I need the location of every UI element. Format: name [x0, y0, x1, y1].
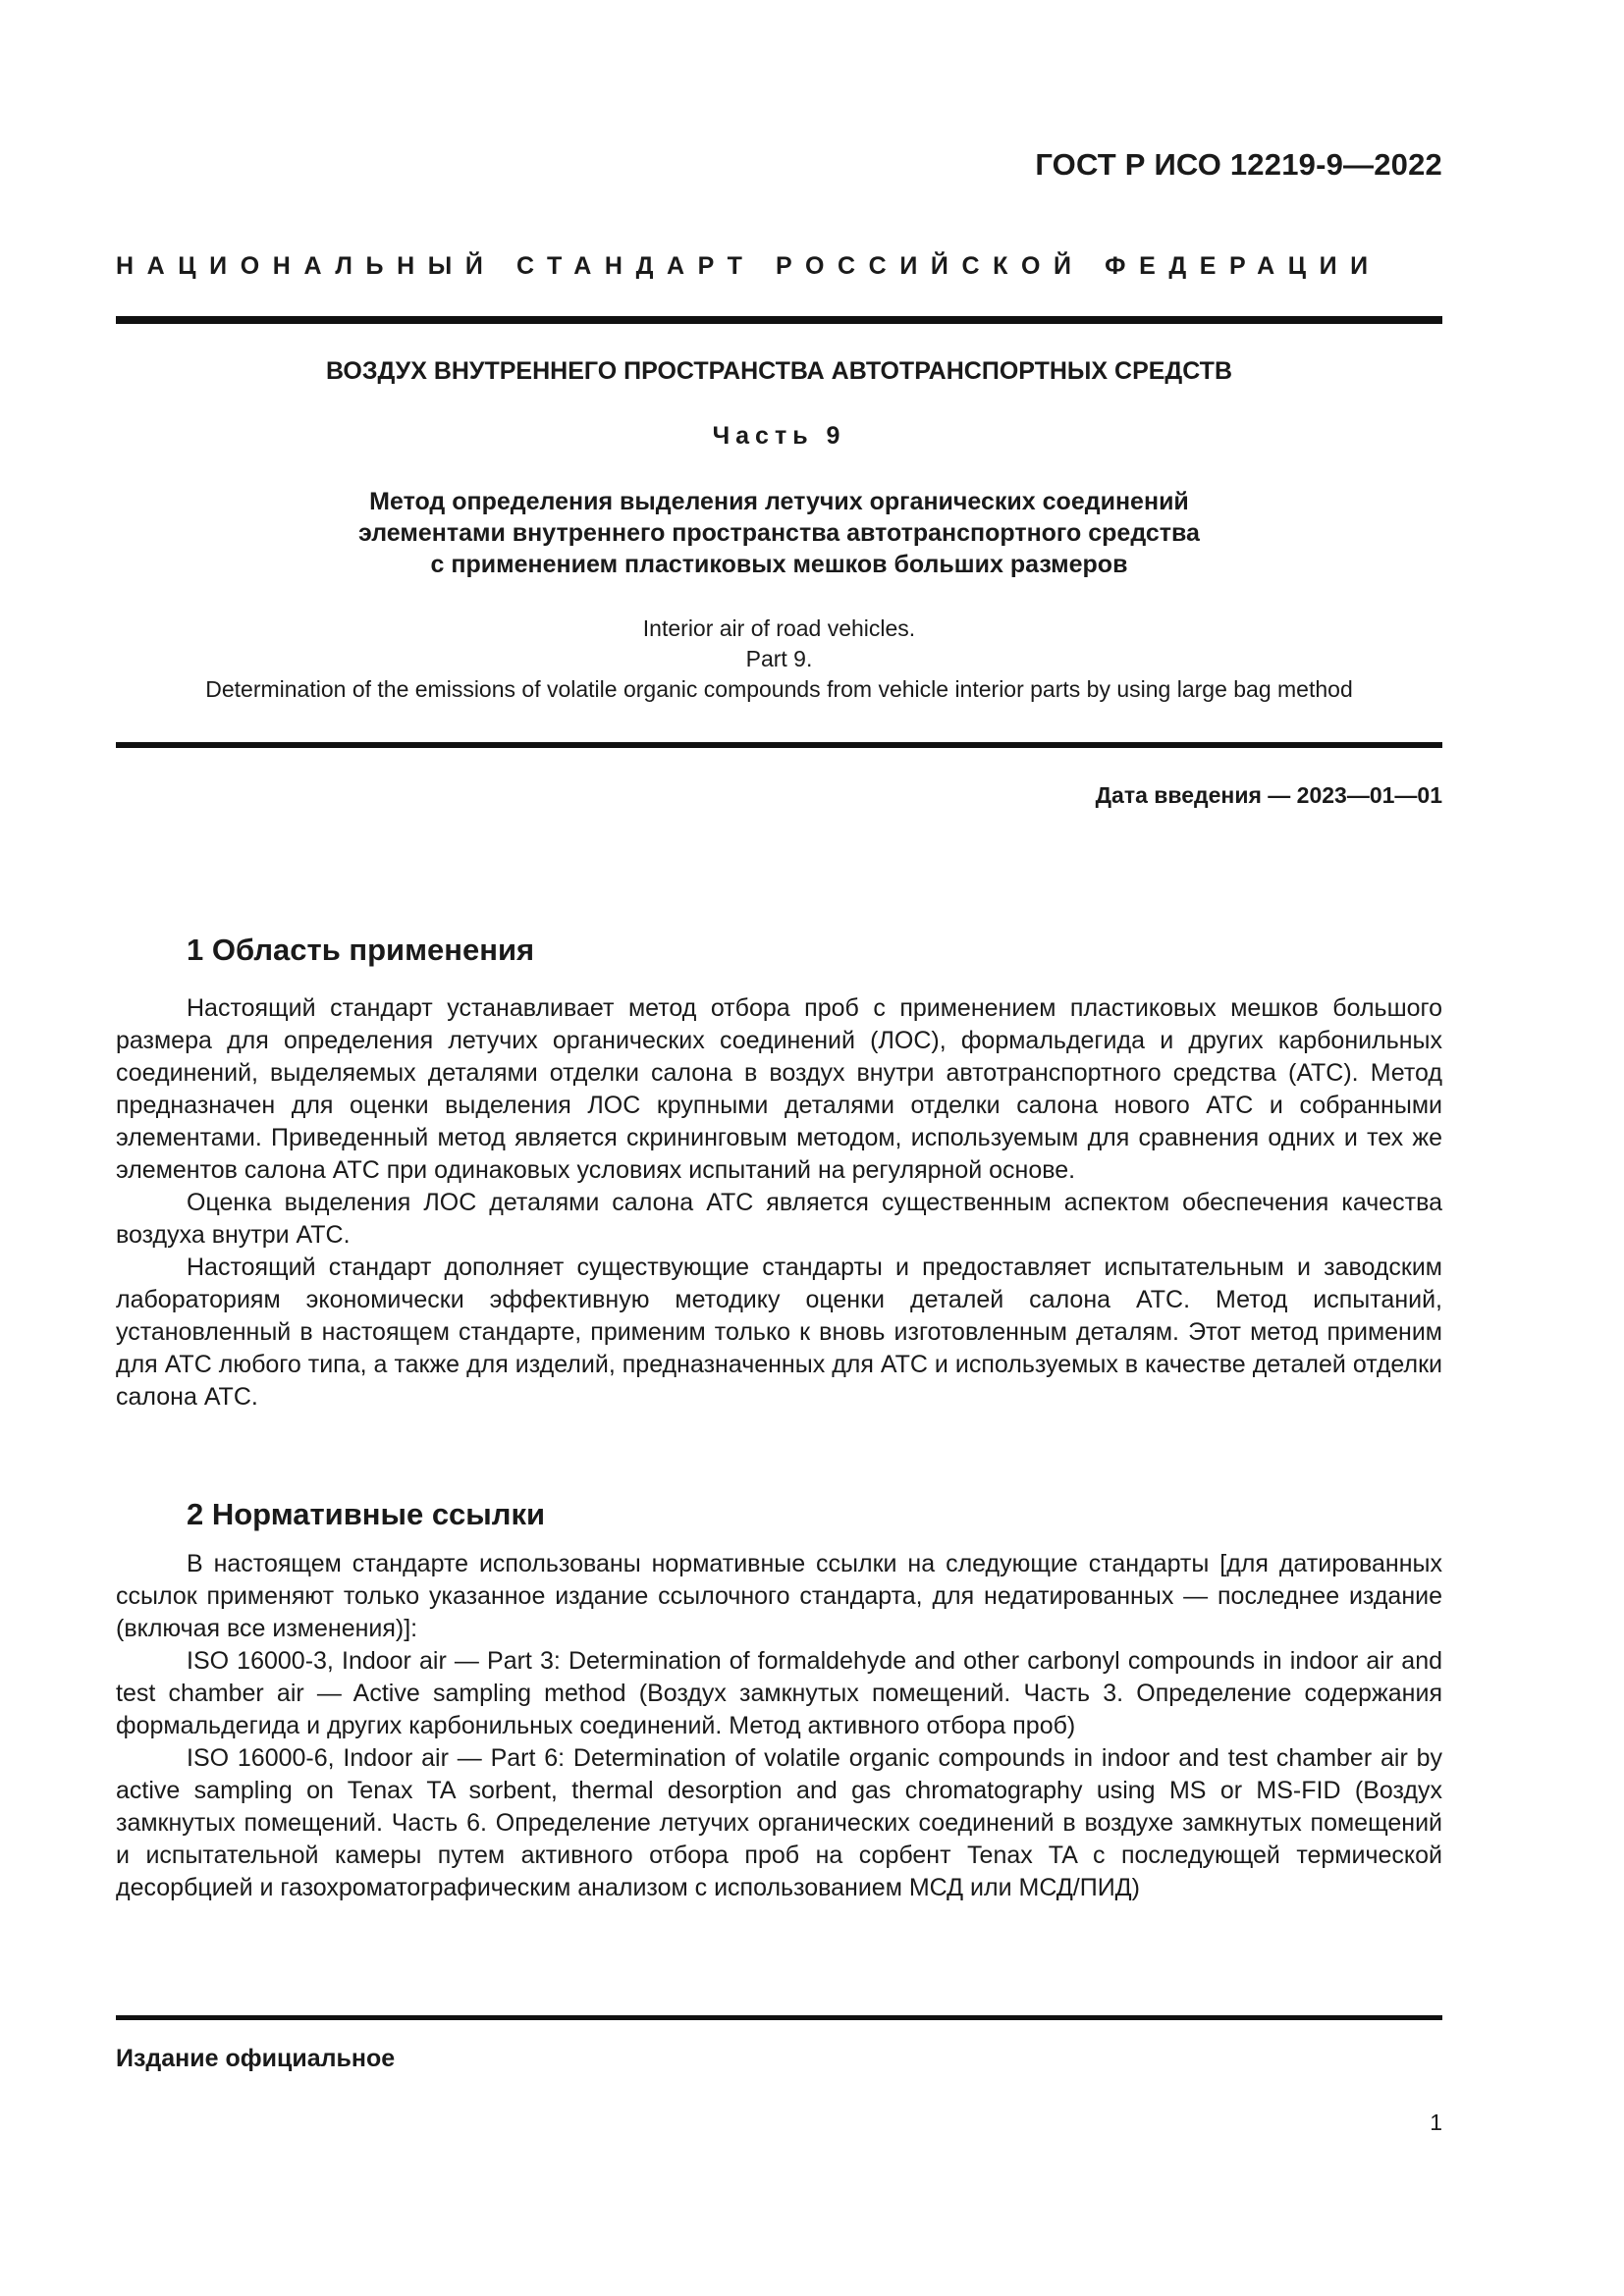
section-2-body	[116, 1548, 1442, 1904]
footer-divider	[116, 2015, 1442, 2020]
english-title-line: Determination of the emissions of volatile organic compounds from vehicle interior parts by using large bag method	[205, 676, 1353, 702]
subtitle-line: с применением пластиковых мешков больших размеров	[430, 551, 1128, 578]
subtitle-line: Метод определения выделения летучих органических соединений	[369, 488, 1189, 515]
subtitle-line: элементами внутреннего пространства автотранспортного средства	[358, 519, 1200, 547]
title-divider	[116, 742, 1442, 748]
document-main-title: ВОЗДУХ ВНУТРЕННЕГО ПРОСТРАНСТВА АВТОТРАНСПОРТНЫХ СРЕДСТВ	[326, 357, 1232, 385]
paragraph: В настоящем стандарте использованы нормативные ссылки на следующие стандарты [для датированных ссылок применяют только указанное издание ссылочного стандарта, для недатированных — последнее издание (включая все изменения)]:	[116, 1550, 1442, 1642]
official-edition-label: Издание официальное	[116, 2045, 396, 2072]
part-label: Часть 9	[712, 422, 846, 450]
page-number: 1	[1430, 2109, 1442, 2135]
standard-number: ГОСТ Р ИСО 12219-9—2022	[1035, 147, 1442, 182]
english-title-line: Interior air of road vehicles.	[642, 615, 916, 641]
reference-entry: ISO 16000-3, Indoor air — Part 3: Determination of formaldehyde and other carbonyl compounds in indoor air and test chamber air — Active sampling method (Воздух замкнутых помещений. Часть 3. Определение содержания формальдегида и других карбонильных соединений. Метод активного отбора проб)	[116, 1647, 1442, 1739]
section-2-heading: 2 Нормативные ссылки	[187, 1497, 546, 1531]
national-standard-title: НАЦИОНАЛЬНЫЙ СТАНДАРТ РОССИЙСКОЙ ФЕДЕРАЦИИ	[116, 252, 1381, 280]
english-title-line: Part 9.	[745, 646, 813, 671]
section-1-heading: 1 Область применения	[187, 933, 535, 967]
paragraph: Настоящий стандарт устанавливает метод отбора проб с применением пластиковых мешков большого размера для определения летучих органических соединений (ЛОС), формальдегида и других карбонильных соединений, выделяемых деталями отделки салона в воздух внутри автотранспортного средства (АТС). Метод предназначен для оценки выделения ЛОС крупными деталями отделки салона нового АТС и собранными элементами. Приведенный метод является скрининговым методом, используемым для сравнения одних и тех же элементов салона АТС при одинаковых условиях испытаний на регулярной основе.	[116, 994, 1442, 1184]
english-title	[116, 614, 1442, 705]
section-1-body	[116, 992, 1442, 1414]
top-divider	[116, 316, 1442, 324]
paragraph: Оценка выделения ЛОС деталями салона АТС является существенным аспектом обеспечения качества воздуха внутри АТС.	[116, 1189, 1442, 1249]
document-subtitle	[116, 486, 1442, 580]
paragraph: Настоящий стандарт дополняет существующие стандарты и предоставляет испытательным и заводским лабораториям экономически эффективную методику оценки деталей салона АТС. Метод испытаний, установленный в настоящем стандарте, применим только к вновь изготовленным деталям. Этот метод применим для АТС любого типа, а также для изделий, предназначенных для АТС и используемых в качестве деталей отделки салона АТС.	[116, 1254, 1442, 1411]
introduction-date: Дата введения — 2023—01—01	[1095, 782, 1442, 808]
reference-entry: ISO 16000-6, Indoor air — Part 6: Determination of volatile organic compounds in indoor and test chamber air by active sampling on Tenax TA sorbent, thermal desorption and gas chromatography using MS or MS-FID (Воздух замкнутых помещений. Часть 6. Определение летучих органических соединений в воздухе замкнутых помещений и испытательной камеры путем активного отбора проб на сорбент Tenax TA с последующей термической десорбцией и газохроматографическим анализом с использованием МСД или МСД/ПИД)	[116, 1744, 1442, 1901]
